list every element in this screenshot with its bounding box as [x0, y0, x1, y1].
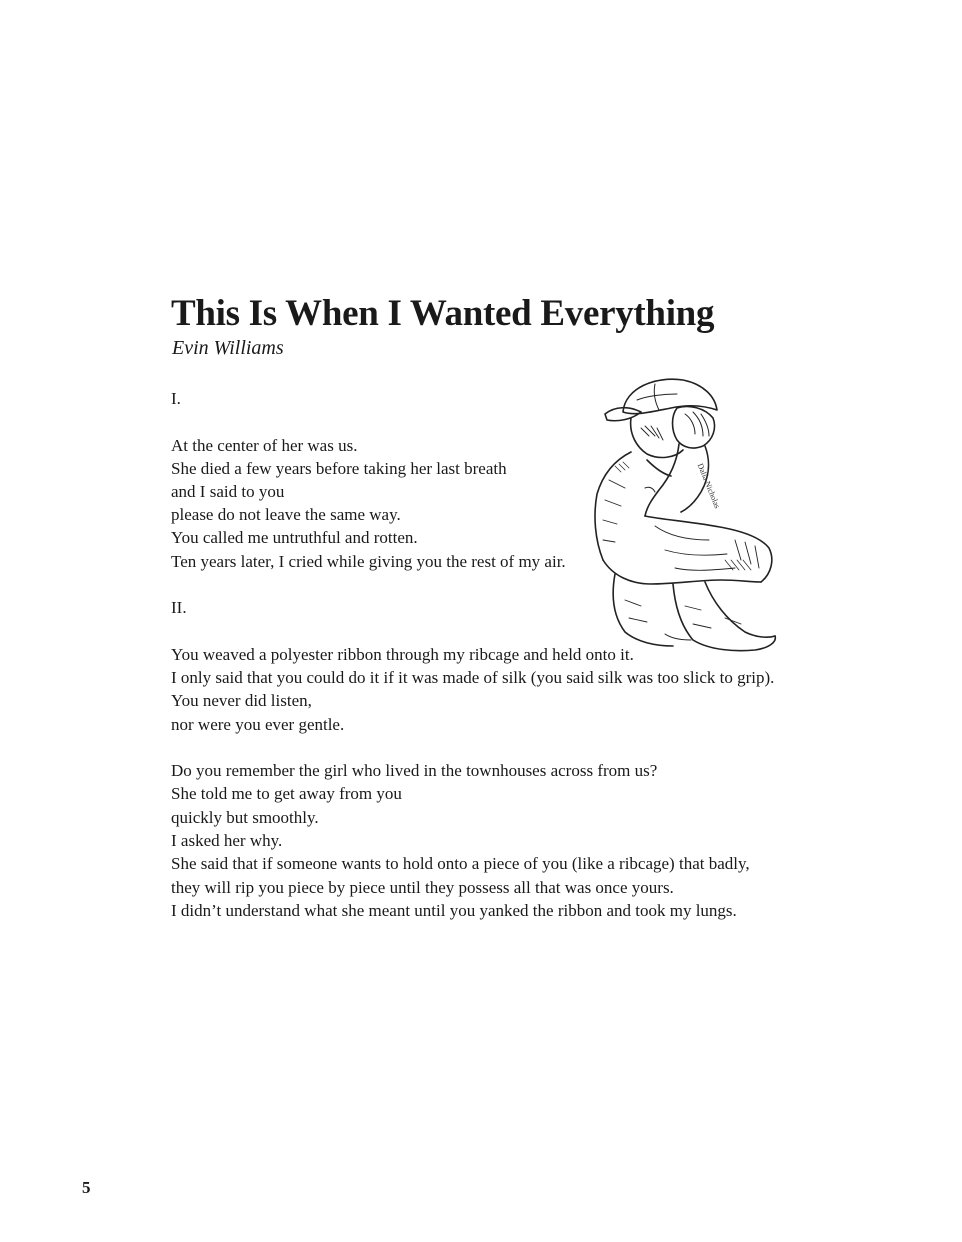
poem-line: I asked her why.	[171, 831, 283, 850]
section-marker: II.	[171, 598, 187, 617]
poem-line: and I said to you	[171, 482, 285, 501]
section-marker: I.	[171, 389, 181, 408]
poem-author: Evin Williams	[172, 337, 284, 359]
poem-line: You never did listen,	[171, 691, 312, 710]
poem-line: I didn’t understand what she meant until you yanked the ribbon and took my lungs.	[171, 901, 737, 920]
poem-line: quickly but smoothly.	[171, 808, 319, 827]
poem-line: nor were you ever gentle.	[171, 715, 345, 734]
poem-line: At the center of her was us.	[171, 436, 358, 455]
poem-line: Do you remember the girl who lived in the townhouses across from us?	[171, 761, 658, 780]
poem-line: You weaved a polyester ribbon through my ribcage and held onto it.	[171, 645, 634, 664]
poem-line: She said that if someone wants to hold onto a piece of you (like a ribcage) that badly,	[171, 854, 750, 873]
poem-line: please do not leave the same way.	[171, 505, 401, 524]
sketch-illustration	[585, 370, 780, 655]
poem-line: I only said that you could do it if it was made of silk (you said silk was too slick to grip).	[171, 668, 775, 687]
poem-line: She told me to get away from you	[171, 784, 402, 803]
poem-line: Ten years later, I cried while giving you the rest of my air.	[171, 552, 566, 571]
poem-line: She died a few years before taking her last breath	[171, 459, 507, 478]
poem-line: You called me untruthful and rotten.	[171, 528, 418, 547]
page-number: 5	[82, 1178, 91, 1197]
artist-signature: Dalia Nicholas	[695, 462, 722, 510]
poem-title: This Is When I Wanted Everything	[171, 293, 715, 334]
poem-line: they will rip you piece by piece until they possess all that was once yours.	[171, 878, 674, 897]
